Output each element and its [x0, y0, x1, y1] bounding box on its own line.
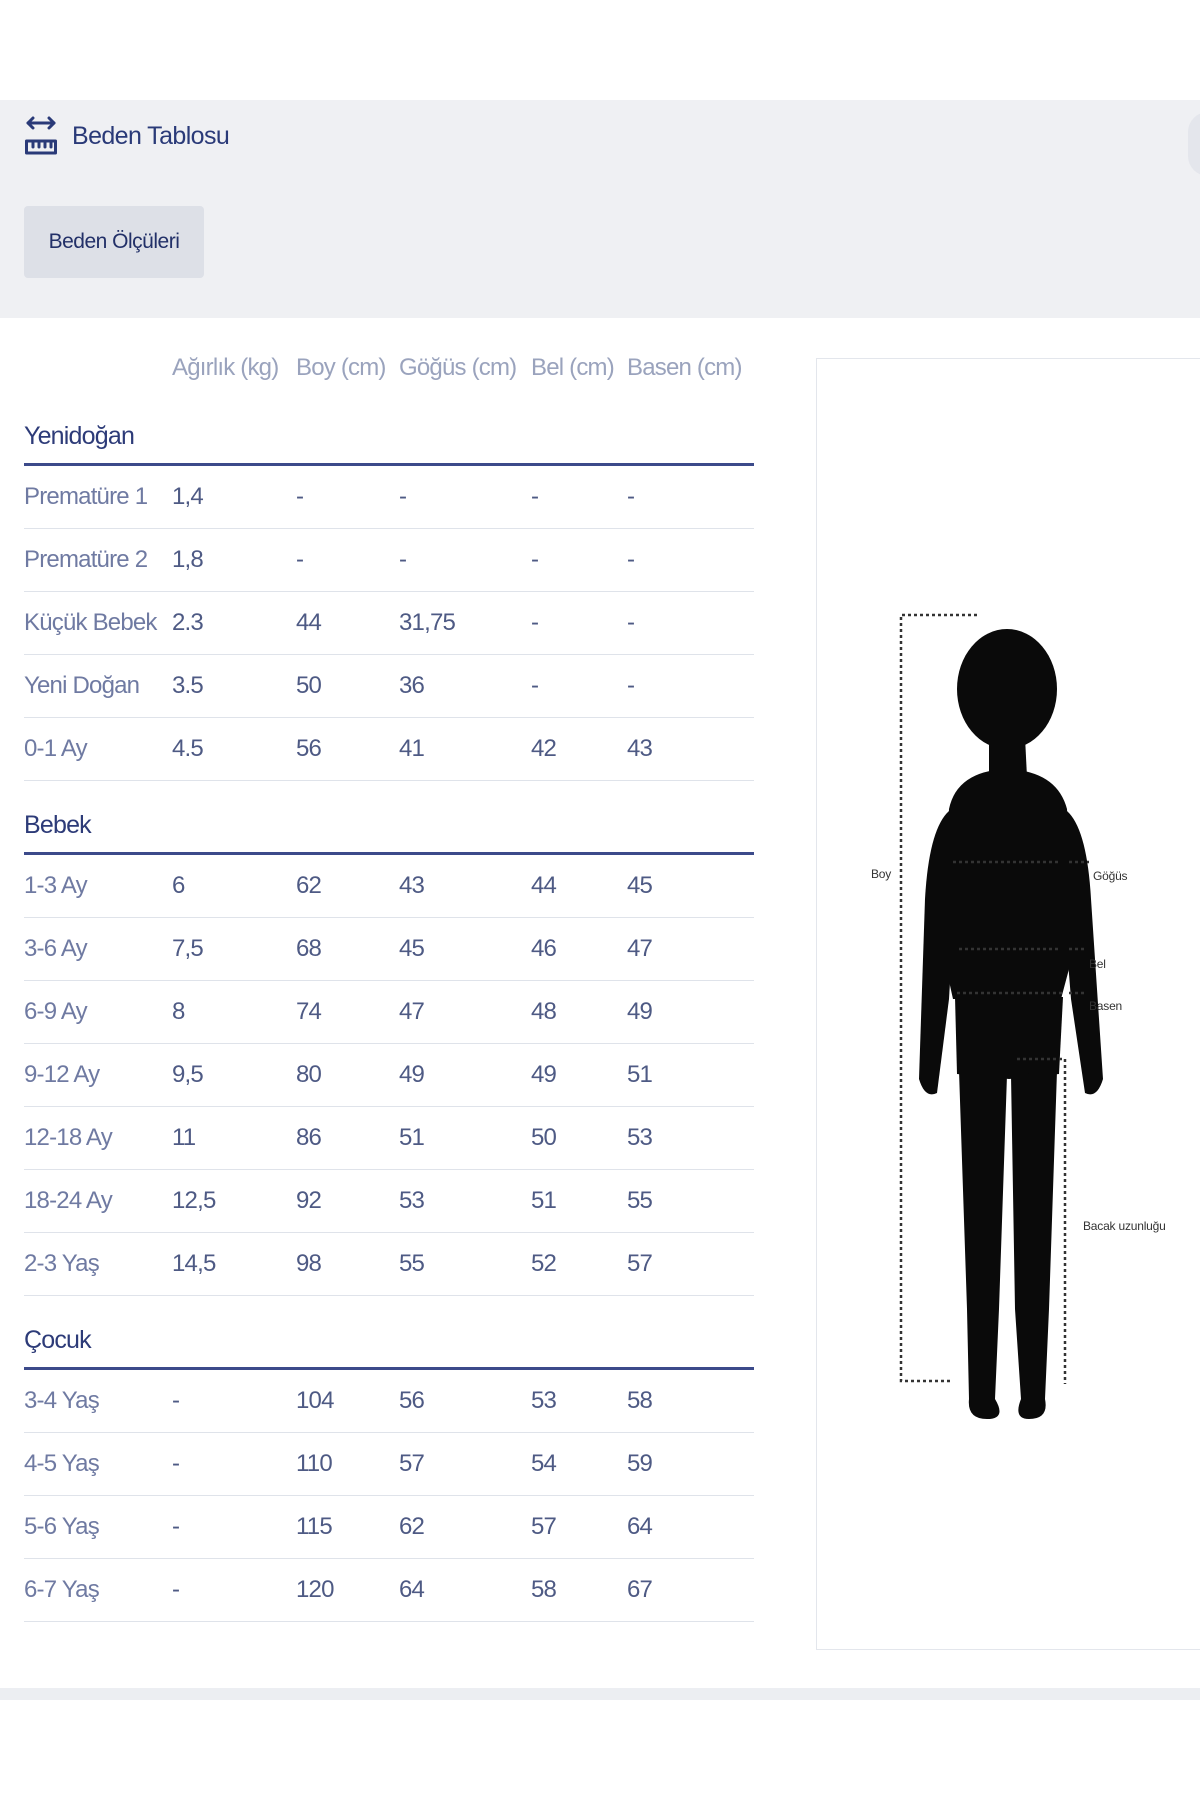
- table-cell: 53: [531, 1387, 557, 1414]
- table-cell: 64: [399, 1576, 425, 1603]
- table-cell: 67: [627, 1576, 653, 1603]
- table-row: [24, 1170, 754, 1233]
- table-cell: 4.5: [172, 735, 203, 762]
- row-label: Yeni Doğan: [24, 672, 140, 699]
- table-cell: 47: [399, 998, 425, 1025]
- table-cell: 43: [627, 735, 653, 762]
- column-header-row: [24, 342, 754, 402]
- table-cell: -: [531, 609, 539, 636]
- column-header-chest: Göğüs (cm): [399, 354, 517, 381]
- table-cell: 8: [172, 998, 185, 1025]
- table-cell: -: [399, 546, 407, 573]
- tab-body-measurements[interactable]: Beden Ölçüleri: [24, 206, 204, 278]
- size-chart-header: [24, 112, 229, 160]
- table-cell: 44: [531, 872, 557, 899]
- table-cell: 14,5: [172, 1250, 216, 1277]
- table-cell: 9,5: [172, 1061, 203, 1088]
- table-cell: 64: [627, 1513, 653, 1540]
- footer-divider: [0, 1688, 1200, 1700]
- row-label: Prematüre 2: [24, 546, 148, 573]
- table-cell: 31,75: [399, 609, 456, 636]
- row-label: 6-9 Ay: [24, 998, 87, 1025]
- table-row: [24, 655, 754, 718]
- table-cell: -: [172, 1450, 180, 1477]
- table-cell: -: [627, 672, 635, 699]
- table-cell: 51: [627, 1061, 653, 1088]
- table-cell: -: [627, 546, 635, 573]
- table-cell: 41: [399, 735, 425, 762]
- table-cell: 58: [627, 1387, 653, 1414]
- row-label: 4-5 Yaş: [24, 1450, 99, 1477]
- table-cell: 62: [296, 872, 322, 899]
- table-cell: -: [296, 546, 304, 573]
- label-hip: Basen: [1089, 999, 1123, 1013]
- table-row: [24, 1044, 754, 1107]
- table-cell: 51: [531, 1187, 557, 1214]
- table-cell: 45: [399, 935, 425, 962]
- table-cell: 57: [627, 1250, 653, 1277]
- table-cell: 55: [627, 1187, 653, 1214]
- table-cell: 57: [531, 1513, 557, 1540]
- label-leg-length: Bacak uzunluğu: [1083, 1219, 1166, 1233]
- table-cell: 36: [399, 672, 425, 699]
- table-cell: 54: [531, 1450, 557, 1477]
- column-header-height: Boy (cm): [296, 354, 386, 381]
- table-cell: 42: [531, 735, 557, 762]
- section-title: Çocuk: [24, 1306, 754, 1370]
- table-cell: 11: [172, 1124, 196, 1151]
- table-cell: 74: [296, 998, 322, 1025]
- table-cell: 57: [399, 1450, 425, 1477]
- table-cell: 80: [296, 1061, 322, 1088]
- table-cell: 12,5: [172, 1187, 216, 1214]
- row-label: 12-18 Ay: [24, 1124, 112, 1151]
- table-cell: 43: [399, 872, 425, 899]
- row-label: 18-24 Ay: [24, 1187, 112, 1214]
- table-cell: 1,4: [172, 483, 203, 510]
- table-cell: -: [172, 1387, 180, 1414]
- table-cell: 48: [531, 998, 557, 1025]
- table-cell: 62: [399, 1513, 425, 1540]
- table-cell: 56: [399, 1387, 425, 1414]
- table-cell: 47: [627, 935, 653, 962]
- table-cell: 52: [531, 1250, 557, 1277]
- table-cell: -: [531, 483, 539, 510]
- row-label: 9-12 Ay: [24, 1061, 100, 1088]
- row-label: 3-4 Yaş: [24, 1387, 99, 1414]
- table-cell: -: [172, 1576, 180, 1603]
- table-cell: 92: [296, 1187, 322, 1214]
- table-cell: 115: [296, 1513, 332, 1540]
- table-cell: 1,8: [172, 546, 203, 573]
- label-waist: Bel: [1089, 957, 1106, 971]
- table-cell: 53: [627, 1124, 653, 1151]
- table-row: [24, 1433, 754, 1496]
- row-label: 6-7 Yaş: [24, 1576, 99, 1603]
- table-cell: 49: [627, 998, 653, 1025]
- page-title: Beden Tablosu: [72, 121, 230, 150]
- table-cell: 53: [399, 1187, 425, 1214]
- table-cell: -: [531, 546, 539, 573]
- table-cell: -: [296, 483, 304, 510]
- label-chest: Göğüs: [1093, 869, 1128, 883]
- table-cell: 110: [296, 1450, 332, 1477]
- table-cell: -: [627, 609, 635, 636]
- row-label: Prematüre 1: [24, 483, 148, 510]
- table-row: [24, 1496, 754, 1559]
- table-row: [24, 918, 754, 981]
- row-label: 1-3 Ay: [24, 872, 87, 899]
- table-row: [24, 1107, 754, 1170]
- table-cell: 7,5: [172, 935, 203, 962]
- table-cell: 3.5: [172, 672, 203, 699]
- table-cell: -: [399, 483, 407, 510]
- table-row: [24, 718, 754, 781]
- table-cell: -: [172, 1513, 180, 1540]
- table-cell: 86: [296, 1124, 322, 1151]
- ruler-icon: [24, 114, 58, 158]
- section-title: Bebek: [24, 791, 754, 855]
- label-height: Boy: [871, 867, 892, 881]
- table-body: [24, 402, 754, 1622]
- table-row: [24, 855, 754, 918]
- table-cell: 2.3: [172, 609, 203, 636]
- row-label: 2-3 Yaş: [24, 1250, 99, 1277]
- body-measurement-figure: [816, 358, 1200, 1650]
- table-cell: 51: [399, 1124, 425, 1151]
- table-cell: 120: [296, 1576, 334, 1603]
- table-cell: 56: [296, 735, 322, 762]
- row-label: 5-6 Yaş: [24, 1513, 99, 1540]
- column-header-waist: Bel (cm): [531, 354, 614, 381]
- column-header-hip: Basen (cm): [627, 354, 742, 381]
- table-cell: 49: [399, 1061, 425, 1088]
- table-row: [24, 1370, 754, 1433]
- table-cell: 49: [531, 1061, 557, 1088]
- column-header-weight: Ağırlık (kg): [172, 354, 279, 381]
- row-label: Küçük Bebek: [24, 609, 157, 636]
- table-cell: 59: [627, 1450, 653, 1477]
- child-silhouette-icon: [817, 359, 1200, 1651]
- table-cell: 68: [296, 935, 322, 962]
- table-cell: 45: [627, 872, 653, 899]
- table-row: [24, 592, 754, 655]
- table-row: [24, 466, 754, 529]
- table-cell: 58: [531, 1576, 557, 1603]
- table-cell: 50: [531, 1124, 557, 1151]
- table-cell: -: [531, 672, 539, 699]
- table-cell: 55: [399, 1250, 425, 1277]
- table-cell: 50: [296, 672, 322, 699]
- table-row: [24, 529, 754, 592]
- section-title: Yenidoğan: [24, 402, 754, 466]
- table-cell: 46: [531, 935, 557, 962]
- table-cell: 98: [296, 1250, 322, 1277]
- table-cell: 6: [172, 872, 185, 899]
- table-row: [24, 981, 754, 1044]
- table-cell: 44: [296, 609, 322, 636]
- row-label: 0-1 Ay: [24, 735, 87, 762]
- table-row: [24, 1233, 754, 1296]
- size-table: [24, 342, 754, 1622]
- table-cell: -: [627, 483, 635, 510]
- table-row: [24, 1559, 754, 1622]
- row-label: 3-6 Ay: [24, 935, 87, 962]
- table-cell: 104: [296, 1387, 334, 1414]
